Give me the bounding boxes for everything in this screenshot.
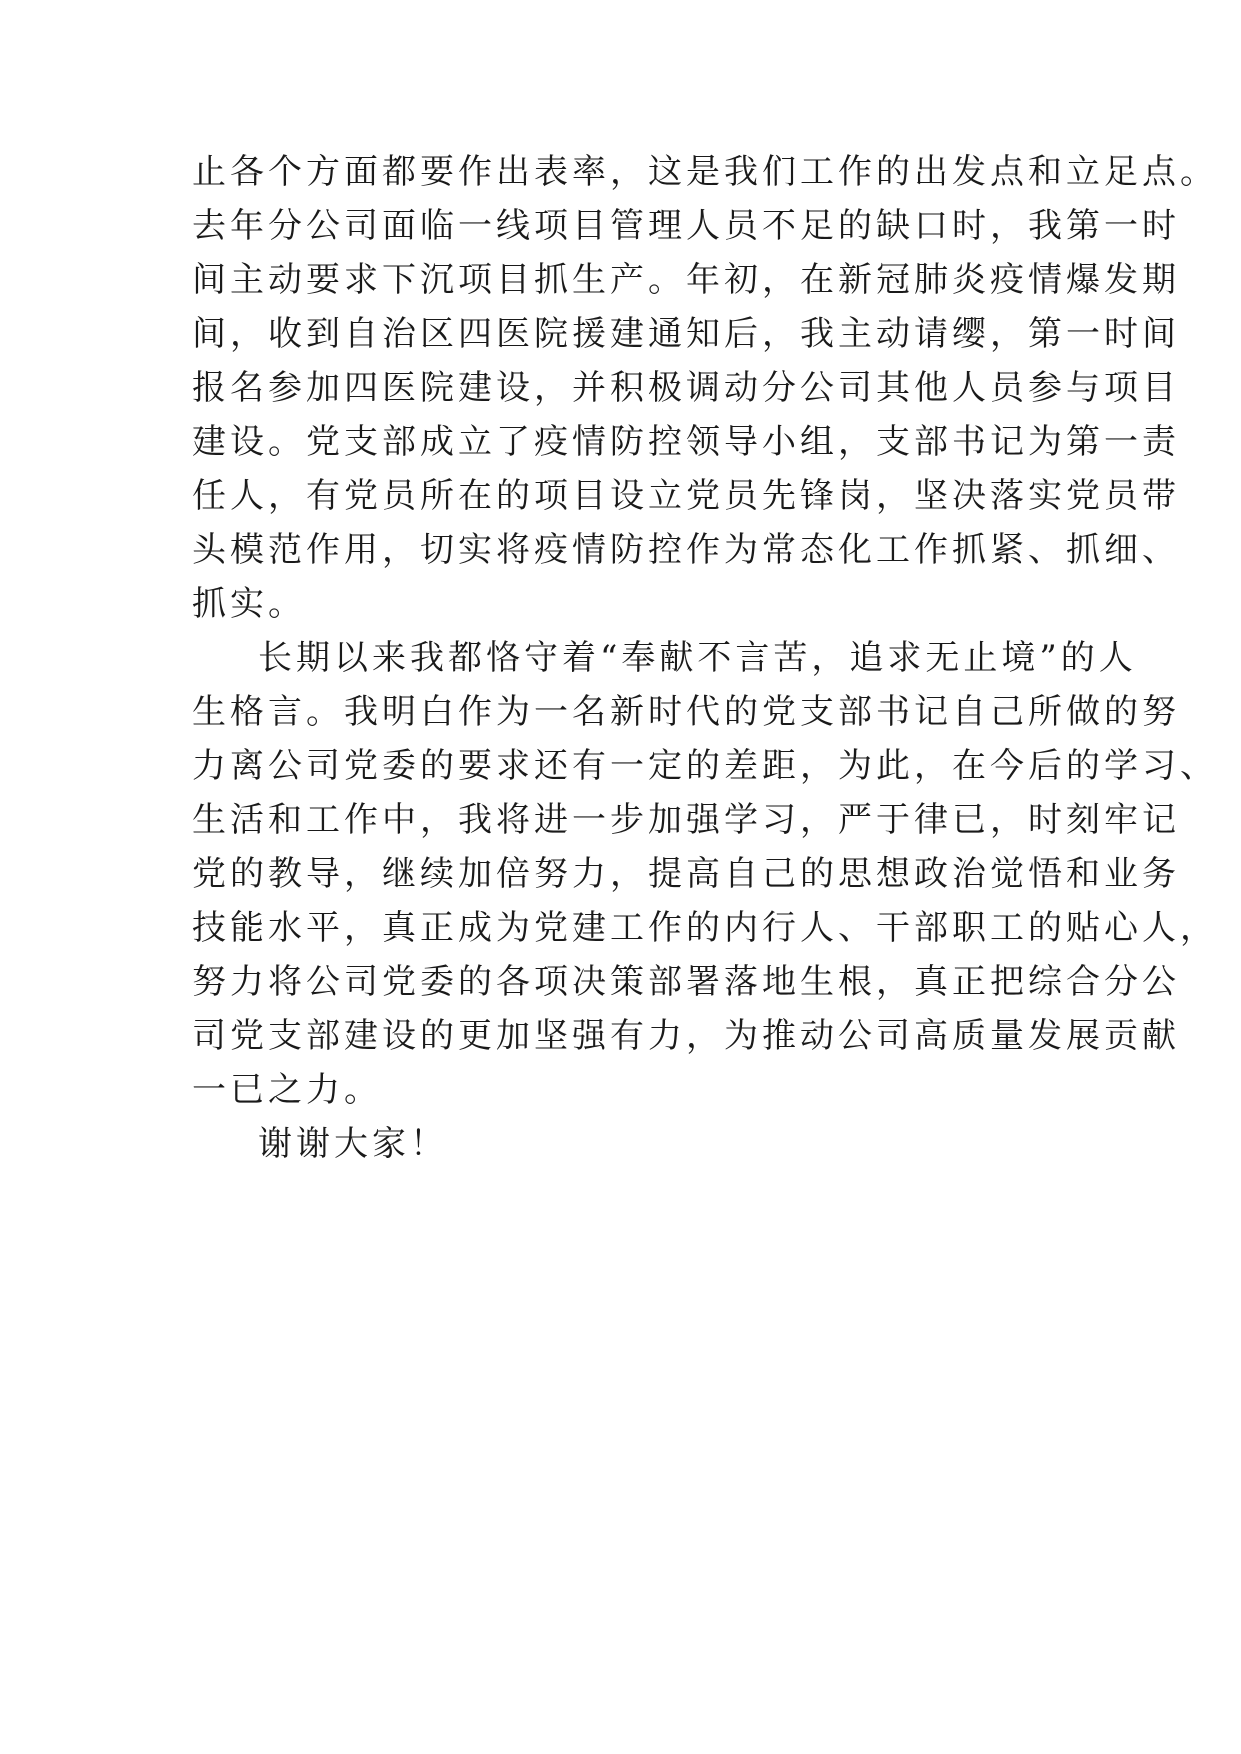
paragraph-1-line-4: 间，收到自治区四医院援建通知后，我主动请缨，第一时间 [192,314,1180,354]
paragraph-1-line-8: 头模范作用，切实将疫情防控作为常态化工作抓紧、抓细、 [192,530,1180,570]
paragraph-2-line-9: 一已之力。 [192,1070,382,1110]
paragraph-1-line-5: 报名参加四医院建设，并积极调动分公司其他人员参与项目 [192,368,1180,408]
closing-line: 谢谢大家！ [258,1124,448,1164]
paragraph-2-line-5: 党的教导，继续加倍努力，提高自己的思想政治觉悟和业务 [192,854,1180,894]
paragraph-2-line-4: 生活和工作中，我将进一步加强学习，严于律已，时刻牢记 [192,800,1180,840]
paragraph-2-line-7: 努力将公司党委的各项决策部署落地生根，真正把综合分公 [192,962,1180,1002]
paragraph-1-line-9: 抓实。 [192,584,306,624]
paragraph-1-line-3: 间主动要求下沉项目抓生产。年初，在新冠肺炎疫情爆发期 [192,260,1180,300]
paragraph-2-line-2: 生格言。我明白作为一名新时代的党支部书记自己所做的努 [192,692,1180,732]
paragraph-2-line-6: 技能水平，真正成为党建工作的内行人、干部职工的贴心人， [192,908,1218,948]
paragraph-1-line-6: 建设。党支部成立了疫情防控领导小组，支部书记为第一责 [192,422,1180,462]
paragraph-2-line-8: 司党支部建设的更加坚强有力，为推动公司高质量发展贡献 [192,1016,1180,1056]
paragraph-2-line-1: 长期以来我都恪守着“奉献不言苦，追求无止境”的人 [258,638,1137,678]
paragraph-1-line-7: 任人，有党员所在的项目设立党员先锋岗，坚决落实党员带 [192,476,1180,516]
paragraph-1-line-2: 去年分公司面临一线项目管理人员不足的缺口时，我第一时 [192,206,1180,246]
paragraph-2-line-3: 力离公司党委的要求还有一定的差距，为此，在今后的学习、 [192,746,1218,786]
paragraph-1-line-1: 止各个方面都要作出表率，这是我们工作的出发点和立足点。 [192,152,1218,192]
